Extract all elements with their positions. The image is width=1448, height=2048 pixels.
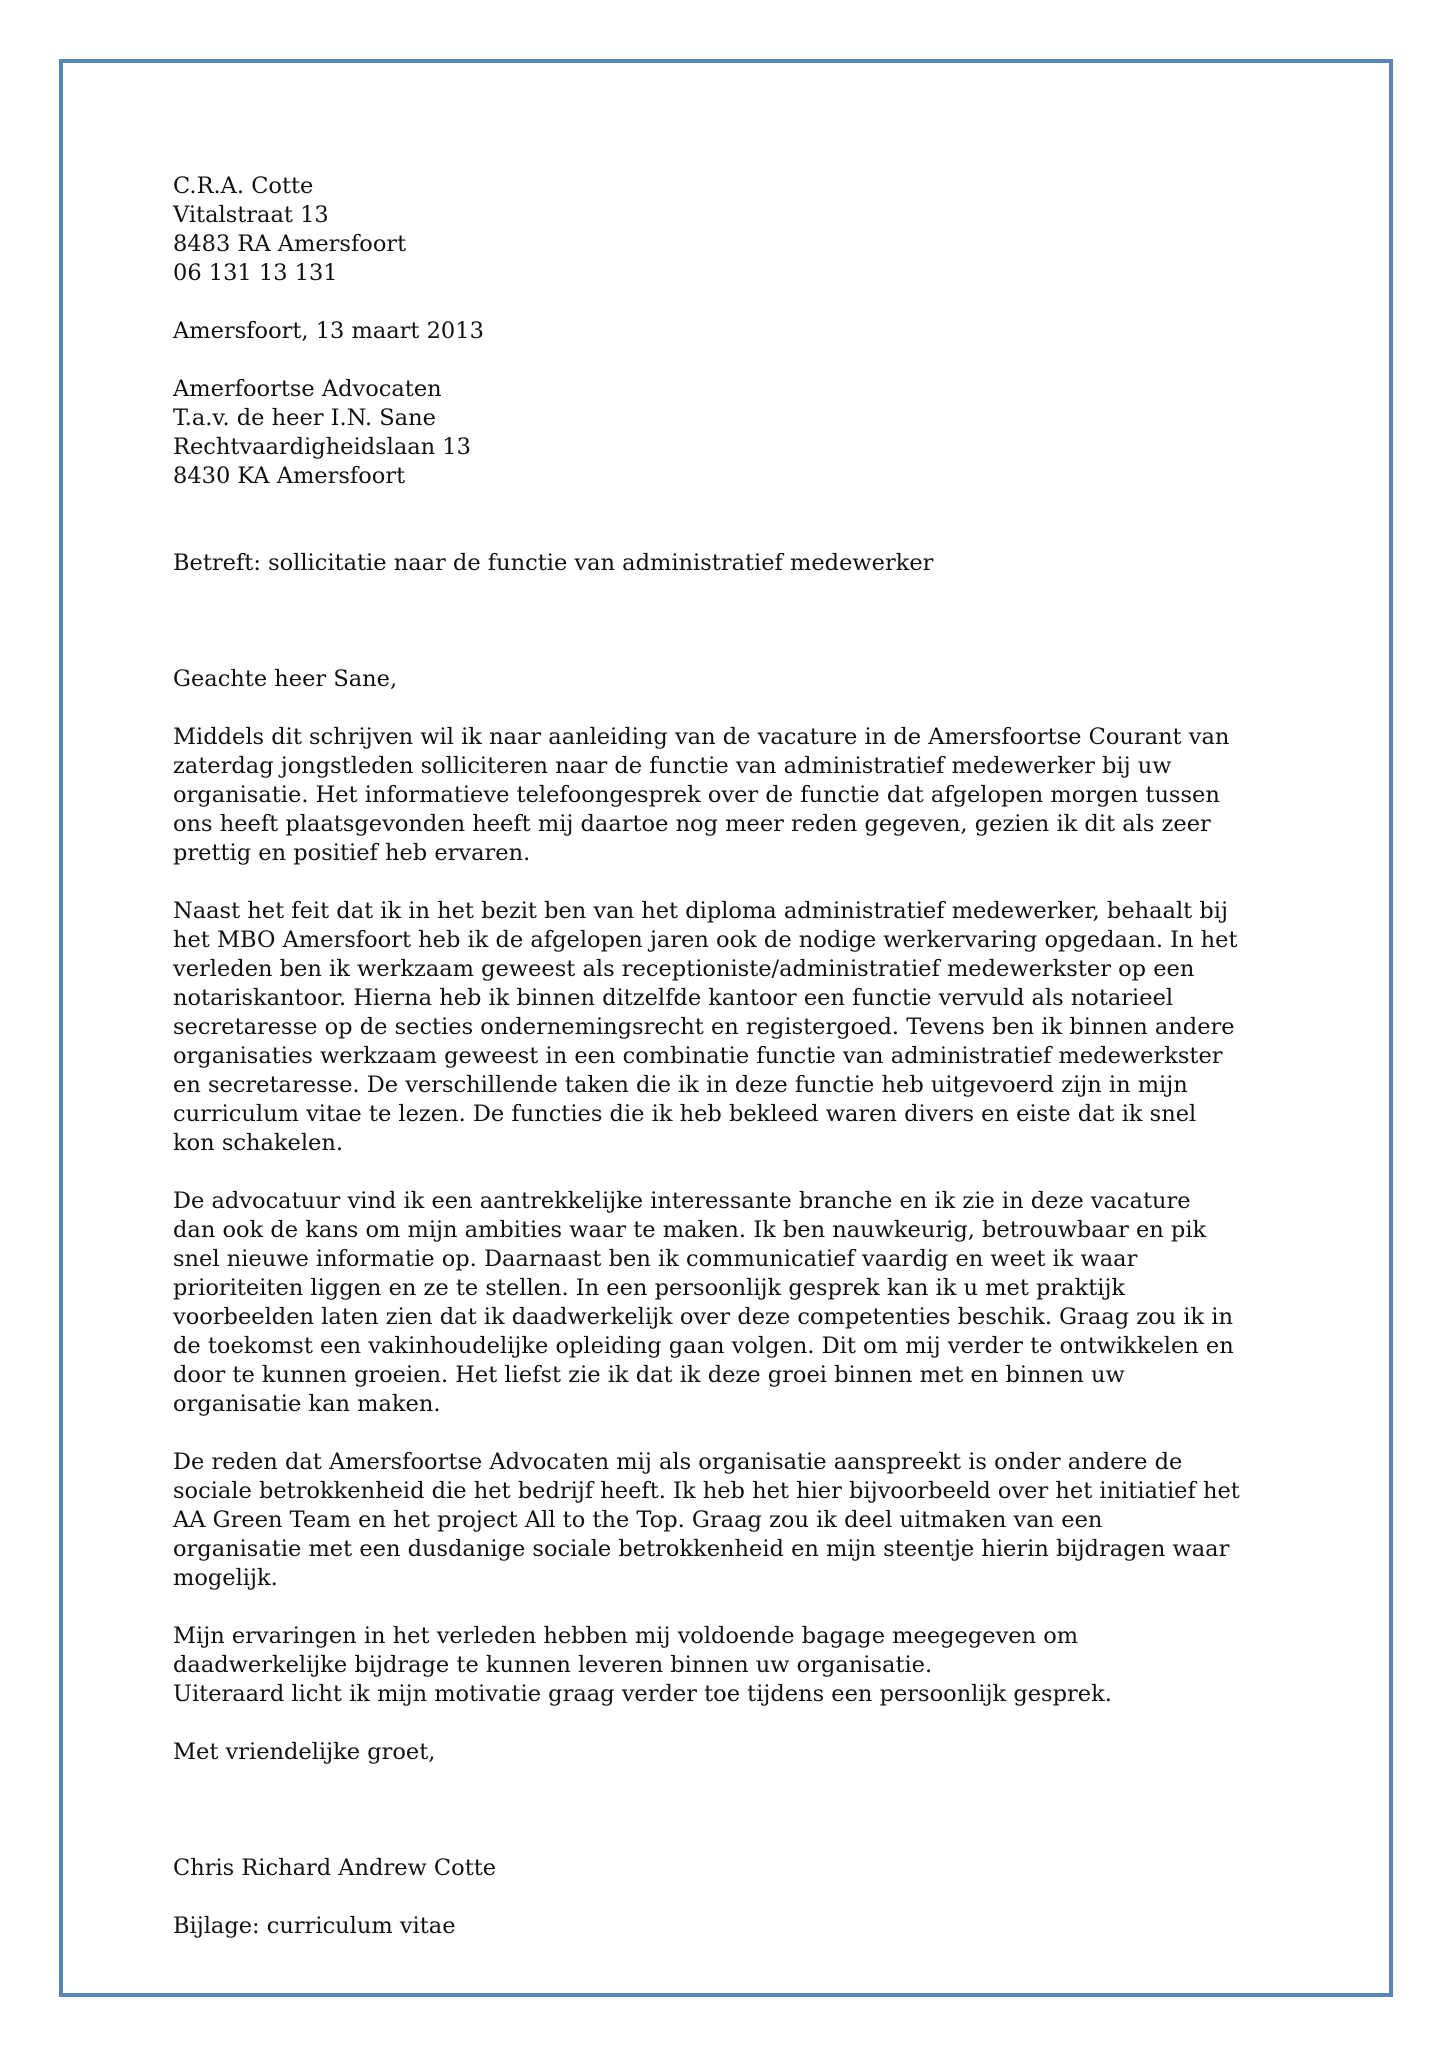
paragraph-line: door te kunnen groeien. Het liefst zie ik dat ik deze groei binnen met en binnen uw xyxy=(173,1362,1125,1388)
paragraph-line: Naast het feit dat ik in het bezit ben van het diploma administratief medewerker, behaalt bij xyxy=(173,898,1228,924)
paragraph-5 xyxy=(173,1622,1293,1709)
letter-date-block xyxy=(173,317,1293,346)
paragraph-line: de toekomst een vakinhoudelijke opleiding gaan volgen. Dit om mij verder te ontwikkelen en xyxy=(173,1333,1234,1359)
salutation-block xyxy=(173,665,1293,694)
paragraph-line: AA Green Team en het project All to the Top. Graag zou ik deel uitmaken van een xyxy=(173,1507,1103,1533)
paragraph-line: notariskantoor. Hierna heb ik binnen ditzelfde kantoor een functie vervuld als notarieel xyxy=(173,985,1174,1011)
paragraph-line: kon schakelen. xyxy=(173,1130,343,1156)
closing: Met vriendelijke groet, xyxy=(173,1739,436,1765)
paragraph-line: ons heeft plaatsgevonden heeft mij daartoe nog meer reden gegeven, gezien ik dit als zeer xyxy=(173,811,1211,837)
paragraph-line: organisatie met een dusdanige sociale betrokkenheid en mijn steentje hierin bijdragen waar xyxy=(173,1536,1230,1562)
paragraph-line: dan ook de kans om mijn ambities waar te maken. Ik ben nauwkeurig, betrouwbaar en pik xyxy=(173,1217,1207,1243)
paragraph-line: secretaresse op de secties ondernemingsrecht en registergoed. Tevens ben ik binnen andere xyxy=(173,1014,1235,1040)
sender-address xyxy=(173,172,1293,288)
paragraph-line: sociale betrokkenheid die het bedrijf heeft. Ik heb het hier bijvoorbeeld over het initiatief het xyxy=(173,1478,1240,1504)
paragraph-line: prioriteiten liggen en ze te stellen. In een persoonlijk gesprek kan ik u met praktijk xyxy=(173,1275,1126,1301)
paragraph-line: en secretaresse. De verschillende taken die ik in deze functie heb uitgevoerd zijn in mijn xyxy=(173,1072,1188,1098)
sender-street: Vitalstraat 13 xyxy=(173,202,329,228)
subject-line: Betreft: sollicitatie naar de functie van administratief medewerker xyxy=(173,550,934,576)
closing-block xyxy=(173,1738,1293,1767)
enclosure-block xyxy=(173,1912,1293,1941)
paragraph-2 xyxy=(173,897,1293,1158)
recipient-city: 8430 KA Amersfoort xyxy=(173,463,406,489)
paragraph-line: daadwerkelijke bijdrage te kunnen leveren binnen uw organisatie. xyxy=(173,1652,933,1678)
recipient-street: Rechtvaardigheidslaan 13 xyxy=(173,434,471,460)
letter-date: Amersfoort, 13 maart 2013 xyxy=(173,318,484,344)
paragraph-line: organisatie. Het informatieve telefoongesprek over de functie dat afgelopen morgen tussen xyxy=(173,782,1220,808)
paragraph-line: organisaties werkzaam geweest in een combinatie functie van administratief medewerkster xyxy=(173,1043,1223,1069)
paragraph-line: organisatie kan maken. xyxy=(173,1391,441,1417)
paragraph-line: verleden ben ik werkzaam geweest als receptioniste/administratief medewerkster op een xyxy=(173,956,1195,982)
paragraph-line: snel nieuwe informatie op. Daarnaast ben ik communicatief vaardig en weet ik waar xyxy=(173,1246,1138,1272)
paragraph-line: zaterdag jongstleden solliciteren naar de functie van administratief medewerker bij uw xyxy=(173,753,1172,779)
paragraph-line: curriculum vitae te lezen. De functies die ik heb bekleed waren divers en eiste dat ik snel xyxy=(173,1101,1197,1127)
paragraph-4 xyxy=(173,1448,1293,1593)
sender-phone: 06 131 13 131 xyxy=(173,260,338,286)
subject-block xyxy=(173,549,1293,578)
paragraph-3 xyxy=(173,1187,1293,1419)
paragraph-line: De advocatuur vind ik een aantrekkelijke interessante branche en ik zie in deze vacature xyxy=(173,1188,1191,1214)
recipient-address xyxy=(173,375,1293,491)
recipient-attention: T.a.v. de heer I.N. Sane xyxy=(173,405,436,431)
salutation: Geachte heer Sane, xyxy=(173,666,398,692)
sender-name: C.R.A. Cotte xyxy=(173,173,314,199)
paragraph-line: De reden dat Amersfoortse Advocaten mij als organisatie aanspreekt is onder andere de xyxy=(173,1449,1183,1475)
paragraph-line: prettig en positief heb ervaren. xyxy=(173,840,531,866)
paragraph-line: Mijn ervaringen in het verleden hebben mij voldoende bagage meegegeven om xyxy=(173,1623,1079,1649)
signature-block xyxy=(173,1854,1293,1883)
paragraph-1 xyxy=(173,723,1293,868)
sender-city: 8483 RA Amersfoort xyxy=(173,231,407,257)
enclosure: Bijlage: curriculum vitae xyxy=(173,1913,456,1939)
letter-body xyxy=(173,172,1293,1941)
signature-name: Chris Richard Andrew Cotte xyxy=(173,1855,497,1881)
paragraph-line: voorbeelden laten zien dat ik daadwerkelijk over deze competenties beschik. Graag zou ik in xyxy=(173,1304,1233,1330)
paragraph-line: Uiteraard licht ik mijn motivatie graag verder toe tijdens een persoonlijk gesprek. xyxy=(173,1681,1112,1707)
recipient-company: Amerfoortse Advocaten xyxy=(173,376,442,402)
paragraph-line: mogelijk. xyxy=(173,1565,278,1591)
paragraph-line: het MBO Amersfoort heb ik de afgelopen jaren ook de nodige werkervaring opgedaan. In het xyxy=(173,927,1238,953)
paragraph-line: Middels dit schrijven wil ik naar aanleiding van de vacature in de Amersfoortse Courant van xyxy=(173,724,1230,750)
